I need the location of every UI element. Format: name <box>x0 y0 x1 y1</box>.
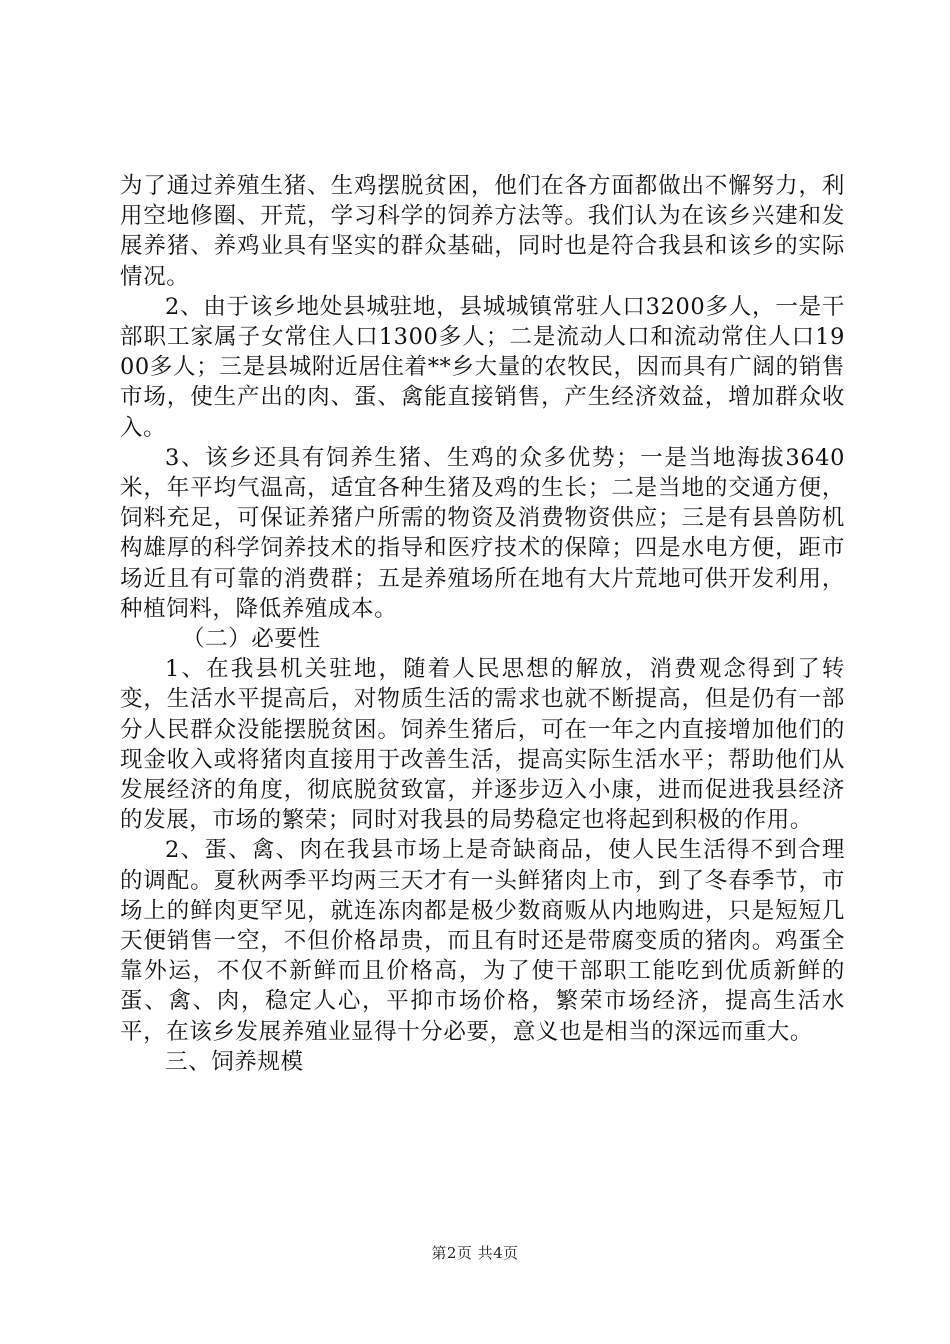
paragraph-point-3: 3、该乡还具有饲养生猪、生鸡的众多优势；一是当地海拔3640米，年平均气温高，适宜各种生猪及鸡的生长；二是当地的交通方便，饲料充足，可保证养猪户所需的物资及消费物资供应；三是有县兽防机构雄厚的科学饲养技术的指导和医疗技术的保障；四是水电方便，距市场近且有可靠的消费群；五是养殖场所在地有大片荒地可供开发利用，种植饲料，降低养殖成本。 <box>120 444 845 622</box>
page-number-footer: 第2页 共4页 <box>431 1244 519 1262</box>
section-heading-necessity: （二）必要性 <box>182 626 321 653</box>
paragraph-point-2: 2、由于该乡地处县城驻地，县城城镇常驻人口3200多人，一是干部职工家属子女常住人口1300多人；二是流动人口和流动常住人口1900多人；三是县城附近居住着**乡大量的农牧民，因而具有广阔的销售市场，使生产出的肉、蛋、禽能直接销售，产生经济效益，增加群众收入。 <box>120 293 845 441</box>
paragraph-necessity-2: 2、蛋、禽、肉在我县市场上是奇缺商品，使人民生活得不到合理的调配。夏秋两季平均两三天才有一头鲜猪肉上市，到了冬春季节，市场上的鲜肉更罕见，就连冻肉都是极少数商贩从内地购进，只是短短几天便销售一空，不但价格昂贵，而且有时还是带腐变质的猪肉。鸡蛋全靠外运，不仅不新鲜而且价格高，为了使干部职工能吃到优质新鲜的蛋、禽、肉，稳定人心，平抑市场价格，繁荣市场经济，提高生活水平，在该乡发展养殖业显得十分必要，意义也是相当的深远而重大。 <box>120 837 845 1045</box>
paragraph-continuation: 为了通过养殖生猪、生鸡摆脱贫困，他们在各方面都做出不懈努力，利用空地修圈、开荒，学习科学的饲养方法等。我们认为在该乡兴建和发展养猪、养鸡业具有坚实的群众基础，同时也是符合我县和该乡的实际情况。 <box>120 173 845 290</box>
section-heading-scale: 三、饲养规模 <box>165 1048 304 1075</box>
paragraph-necessity-1: 1、在我县机关驻地，随着人民思想的解放，消费观念得到了转变，生活水平提高后，对物质生活的需求也就不断提高，但是仍有一部分人民群众没能摆脱贫困。饲养生猪后，可在一年之内直接增加他们的现金收入或将猪肉直接用于改善生活，提高实际生活水平；帮助他们从发展经济的角度，彻底脱贫致富，并逐步迈入小康，进而促进我县经济的发展，市场的繁荣；同时对我县的局势稳定也将起到积极的作用。 <box>120 656 845 834</box>
document-body <box>120 171 845 1077</box>
